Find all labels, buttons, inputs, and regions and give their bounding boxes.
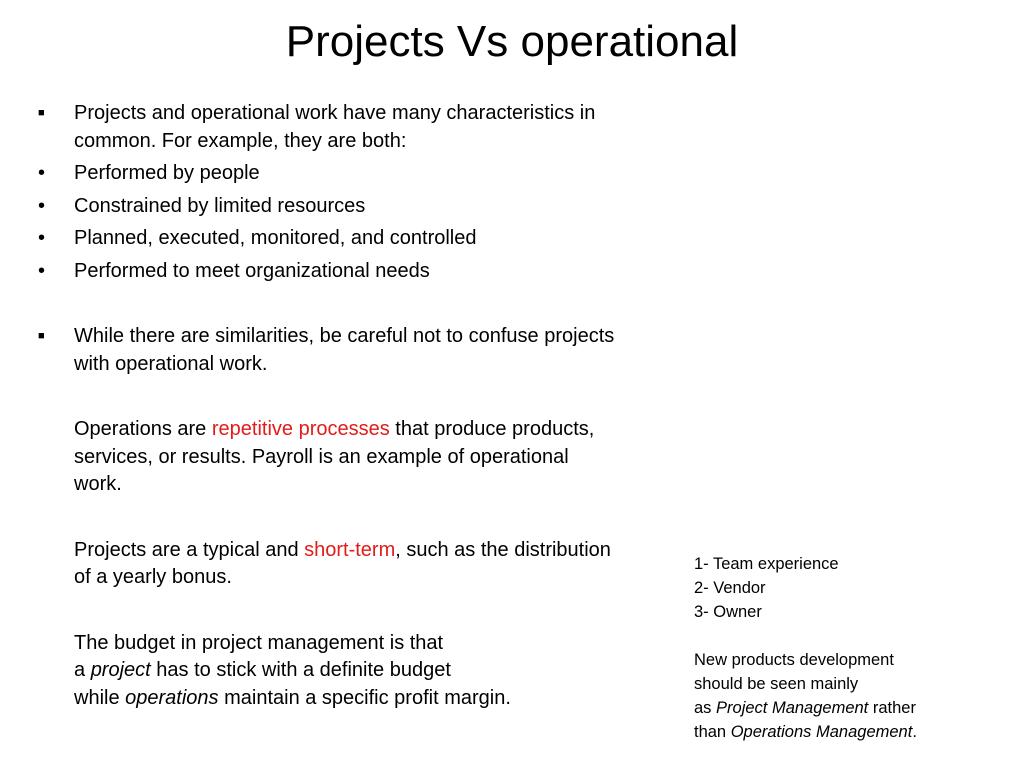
sub-bullet-text: Constrained by limited resources: [74, 194, 366, 217]
round-bullet-icon: •: [38, 227, 46, 249]
side-note-list-item: 3- Owner: [694, 603, 762, 621]
side-note: [694, 552, 984, 744]
round-bullet-icon: •: [38, 162, 46, 184]
sub-bullet-text: Planned, executed, monitored, and controlled: [74, 227, 477, 249]
budget-line-1: The budget in project management is that: [74, 631, 444, 654]
operations-paragraph: [36, 416, 616, 499]
projects-text-after: , such as the distribution of a yearly bonus.: [74, 538, 611, 588]
side-note-line-2: should be seen mainly: [694, 675, 859, 693]
sub-bullet-text: Performed by people: [74, 162, 260, 184]
side-note-line-4: [694, 720, 984, 744]
sub-bullet-item: [36, 225, 616, 253]
side-note-line-4-after: .: [912, 723, 917, 741]
projects-paragraph: [36, 537, 616, 592]
sub-bullet-item: [36, 258, 616, 286]
square-bullet-icon: ■: [38, 107, 45, 119]
budget-line-3-after: maintain a specific profit margin.: [218, 686, 511, 709]
sub-bullet-item: [36, 160, 616, 188]
side-note-line-3: [694, 696, 984, 720]
slide-body: [36, 100, 616, 712]
square-bullet-icon: ■: [38, 330, 45, 342]
bullet-caution-text: While there are similarities, be careful not to confuse projects with operational work.: [74, 325, 615, 375]
budget-line-3-before: while: [74, 686, 126, 709]
side-note-list-item: 1- Team experience: [694, 555, 839, 573]
projects-highlight: short-term: [304, 538, 396, 561]
side-note-line-1: New products development: [694, 651, 894, 669]
budget-line-2-before: a: [74, 659, 91, 681]
round-bullet-icon: •: [38, 194, 46, 217]
side-note-list-item: 2- Vendor: [694, 579, 766, 597]
budget-line-3-italic: operations: [125, 686, 219, 709]
side-note-line-3-italic: Project Management: [716, 699, 869, 717]
slide-title: Projects Vs operational: [285, 17, 739, 66]
budget-line-2-italic: project: [90, 659, 151, 681]
budget-paragraph: [36, 630, 616, 713]
side-note-line-4-before: than: [694, 723, 731, 741]
operations-highlight: repetitive processes: [211, 418, 390, 440]
bullet-caution: [36, 323, 616, 378]
side-note-line-3-after: rather: [868, 699, 916, 717]
sub-bullet-item: [36, 193, 616, 221]
side-note-line-4-italic: Operations Management: [730, 723, 913, 741]
budget-line-3: [74, 685, 616, 713]
bullet-intro-text: Projects and operational work have many characteristics in common. For example, they are both:: [74, 102, 596, 152]
operations-text-after: that produce products, services, or results. Payroll is an example of operational work.: [74, 418, 595, 495]
operations-text-before: Operations are: [74, 418, 212, 440]
side-note-line-3-before: as: [694, 699, 717, 717]
budget-line-2: [74, 657, 616, 685]
round-bullet-icon: •: [38, 259, 46, 282]
budget-line-2-after: has to stick with a definite budget: [150, 659, 451, 681]
projects-text-before: Projects are a typical and: [74, 538, 305, 561]
sub-bullet-text: Performed to meet organizational needs: [74, 259, 430, 282]
bullet-intro: [36, 100, 616, 155]
